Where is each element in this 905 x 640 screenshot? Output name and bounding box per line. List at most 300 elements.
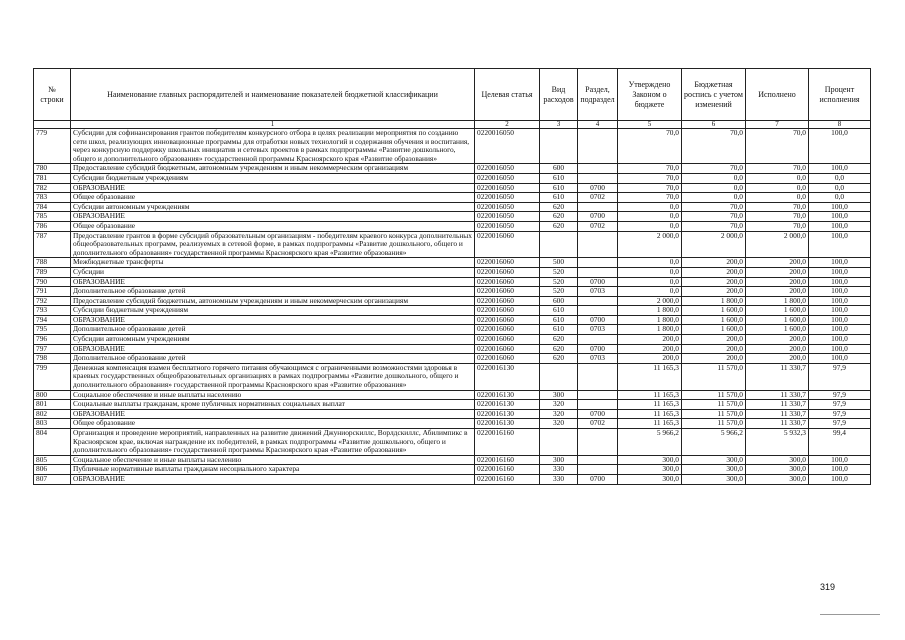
expense-type: 520: [540, 267, 578, 277]
approved-amount: 0,0: [618, 277, 682, 287]
approved-amount: 300,0: [618, 465, 682, 475]
percent-executed: 100,0: [809, 344, 871, 354]
table-row: [34, 344, 871, 354]
section-code: 0700: [578, 344, 618, 354]
table-row: [34, 267, 871, 277]
row-name: Субсидии для софинансирования грантов победителям конкурсного отбора в целях реализации мероприятия по созданию сети школ, реализующих инновационные программы для отработки новых технологий и содержания обучения и воспитания, через конкурсную поддержку школьных инициатив и сетевых проектов в рамках подпрограммы «Развитие дошкольного, общего и дополнительного образования» государственной программы Красноярского края «Развитие образования»: [71, 129, 475, 164]
expense-type: [540, 429, 578, 456]
section-code: [578, 129, 618, 164]
target-article: 0220016050: [475, 173, 540, 183]
row-number: 788: [34, 258, 71, 268]
header-percent: Процент исполнения: [809, 69, 871, 121]
table-row: [34, 465, 871, 475]
approved-amount: 300,0: [618, 474, 682, 484]
table-row: [34, 363, 871, 390]
approved-amount: 200,0: [618, 354, 682, 364]
expense-type: 500: [540, 258, 578, 268]
executed-amount: 70,0: [746, 129, 809, 164]
section-code: [578, 363, 618, 390]
target-article: 0220016160: [475, 455, 540, 465]
section-code: 0703: [578, 354, 618, 364]
budget-list-amount: 0,0: [682, 193, 746, 203]
row-name: Субсидии: [71, 267, 475, 277]
row-name: ОБРАЗОВАНИЕ: [71, 212, 475, 222]
section-code: 0703: [578, 325, 618, 335]
row-number: 794: [34, 315, 71, 325]
row-number: 785: [34, 212, 71, 222]
row-name: Дополнительное образование детей: [71, 354, 475, 364]
target-article: 0220016060: [475, 267, 540, 277]
approved-amount: 11 165,3: [618, 390, 682, 400]
section-code: [578, 335, 618, 345]
percent-executed: 100,0: [809, 325, 871, 335]
approved-amount: 0,0: [618, 267, 682, 277]
budget-list-amount: 200,0: [682, 354, 746, 364]
header-target-article: Целевая статья: [475, 69, 540, 121]
row-number: 791: [34, 287, 71, 297]
table-row: [34, 287, 871, 297]
target-article: 0220016060: [475, 315, 540, 325]
row-name: ОБРАЗОВАНИЕ: [71, 344, 475, 354]
executed-amount: 200,0: [746, 267, 809, 277]
approved-amount: 11 165,3: [618, 419, 682, 429]
percent-executed: 100,0: [809, 354, 871, 364]
approved-amount: 2 000,0: [618, 231, 682, 258]
row-name: Организация и проведение мероприятий, направленных на развитие движений Джуниорскиллс, Ворлдскиллс, Абилимпикс в Красноярском крае, включая награждение их победителей, в рамках подпрограммы «Развитие дошкольного, общего и дополнительного образования» государственной программы Красноярского края «Развитие образования»: [71, 429, 475, 456]
expense-type: 320: [540, 419, 578, 429]
budget-list-amount: 70,0: [682, 164, 746, 174]
column-number: 4: [578, 121, 618, 129]
table-row: [34, 325, 871, 335]
approved-amount: 70,0: [618, 164, 682, 174]
expense-type: 620: [540, 221, 578, 231]
executed-amount: 200,0: [746, 335, 809, 345]
row-name: Общее образование: [71, 193, 475, 203]
target-article: 0220016130: [475, 400, 540, 410]
percent-executed: 100,0: [809, 267, 871, 277]
expense-type: 620: [540, 202, 578, 212]
budget-list-amount: 1 600,0: [682, 306, 746, 316]
budget-list-amount: 300,0: [682, 455, 746, 465]
approved-amount: 300,0: [618, 455, 682, 465]
header-section: Раздел, подраздел: [578, 69, 618, 121]
row-name: ОБРАЗОВАНИЕ: [71, 183, 475, 193]
table-row: [34, 202, 871, 212]
executed-amount: 200,0: [746, 258, 809, 268]
percent-executed: 97,9: [809, 400, 871, 410]
percent-executed: 100,0: [809, 164, 871, 174]
expense-type: 610: [540, 306, 578, 316]
section-code: [578, 465, 618, 475]
table-row: [34, 277, 871, 287]
target-article: 0220016130: [475, 363, 540, 390]
section-code: [578, 390, 618, 400]
expense-type: 320: [540, 400, 578, 410]
target-article: 0220016060: [475, 277, 540, 287]
approved-amount: 1 800,0: [618, 306, 682, 316]
row-number: 779: [34, 129, 71, 164]
table-row: [34, 474, 871, 484]
expense-type: 620: [540, 335, 578, 345]
target-article: 0220016050: [475, 183, 540, 193]
percent-executed: 100,0: [809, 202, 871, 212]
header-expense-type: Вид расходов: [540, 69, 578, 121]
executed-amount: 1 600,0: [746, 306, 809, 316]
expense-type: 320: [540, 409, 578, 419]
executed-amount: 200,0: [746, 344, 809, 354]
budget-list-amount: 200,0: [682, 277, 746, 287]
row-name: Субсидии бюджетным учреждениям: [71, 173, 475, 183]
table-row: [34, 400, 871, 410]
row-name: Публичные нормативные выплаты гражданам несоциального характера: [71, 465, 475, 475]
budget-list-amount: 70,0: [682, 212, 746, 222]
column-number: 5: [618, 121, 682, 129]
section-code: [578, 173, 618, 183]
section-code: 0702: [578, 221, 618, 231]
budget-list-amount: 70,0: [682, 129, 746, 164]
row-name: ОБРАЗОВАНИЕ: [71, 474, 475, 484]
budget-list-amount: 200,0: [682, 287, 746, 297]
expense-type: 600: [540, 164, 578, 174]
executed-amount: 2 000,0: [746, 231, 809, 258]
section-code: 0702: [578, 419, 618, 429]
budget-list-amount: 70,0: [682, 202, 746, 212]
percent-executed: 0,0: [809, 183, 871, 193]
percent-executed: 100,0: [809, 212, 871, 222]
expense-type: 330: [540, 465, 578, 475]
executed-amount: 300,0: [746, 455, 809, 465]
expense-type: 610: [540, 325, 578, 335]
target-article: 0220016130: [475, 409, 540, 419]
target-article: 0220016160: [475, 465, 540, 475]
header-row-no: № строки: [34, 69, 71, 121]
approved-amount: 11 165,3: [618, 400, 682, 410]
section-code: [578, 400, 618, 410]
executed-amount: 1 800,0: [746, 296, 809, 306]
table-row: [34, 390, 871, 400]
row-name: Предоставление субсидий бюджетным, автономным учреждениям и иным некоммерческим организациям: [71, 164, 475, 174]
table-row: [34, 231, 871, 258]
percent-executed: 0,0: [809, 173, 871, 183]
approved-amount: 0,0: [618, 287, 682, 297]
header-approved: Утверждено Законом о бюджете: [618, 69, 682, 121]
table-row: [34, 164, 871, 174]
approved-amount: 0,0: [618, 212, 682, 222]
budget-list-amount: 11 570,0: [682, 400, 746, 410]
expense-type: 610: [540, 315, 578, 325]
approved-amount: 70,0: [618, 193, 682, 203]
target-article: 0220016060: [475, 258, 540, 268]
section-code: 0700: [578, 277, 618, 287]
executed-amount: 11 330,7: [746, 419, 809, 429]
row-name: Субсидии бюджетным учреждениям: [71, 306, 475, 316]
column-number: 1: [71, 121, 475, 129]
section-code: [578, 306, 618, 316]
approved-amount: 0,0: [618, 202, 682, 212]
percent-executed: 97,9: [809, 390, 871, 400]
budget-list-amount: 11 570,0: [682, 409, 746, 419]
header-executed: Исполнено: [746, 69, 809, 121]
budget-list-amount: 200,0: [682, 344, 746, 354]
executed-amount: 300,0: [746, 465, 809, 475]
section-code: [578, 164, 618, 174]
row-number: 801: [34, 400, 71, 410]
percent-executed: 97,9: [809, 419, 871, 429]
row-number: 793: [34, 306, 71, 316]
target-article: 0220016060: [475, 354, 540, 364]
row-number: 789: [34, 267, 71, 277]
table-row: [34, 212, 871, 222]
row-number: 780: [34, 164, 71, 174]
budget-list-amount: 300,0: [682, 474, 746, 484]
budget-list-amount: 200,0: [682, 267, 746, 277]
expense-type: 610: [540, 173, 578, 183]
budget-table: [33, 68, 871, 485]
row-name: Общее образование: [71, 419, 475, 429]
percent-executed: 100,0: [809, 287, 871, 297]
row-number: 807: [34, 474, 71, 484]
approved-amount: 70,0: [618, 173, 682, 183]
row-name: ОБРАЗОВАНИЕ: [71, 409, 475, 419]
section-code: [578, 258, 618, 268]
budget-list-amount: 11 570,0: [682, 390, 746, 400]
percent-executed: 100,0: [809, 474, 871, 484]
executed-amount: 300,0: [746, 474, 809, 484]
table-row: [34, 315, 871, 325]
column-number: 2: [475, 121, 540, 129]
approved-amount: 1 800,0: [618, 325, 682, 335]
table-row: [34, 129, 871, 164]
approved-amount: 200,0: [618, 335, 682, 345]
column-number: 3: [540, 121, 578, 129]
budget-list-amount: 1 600,0: [682, 325, 746, 335]
table-row: [34, 221, 871, 231]
table-row: [34, 409, 871, 419]
target-article: 0220016060: [475, 344, 540, 354]
expense-type: [540, 231, 578, 258]
row-number: 804: [34, 429, 71, 456]
budget-list-amount: 5 966,2: [682, 429, 746, 456]
expense-type: 610: [540, 183, 578, 193]
row-number: 792: [34, 296, 71, 306]
row-name: Денежная компенсация взамен бесплатного горячего питания обучающимся с ограниченными возможностями здоровья в краевых государственных общеобразовательных организациях в рамках подпрограммы «Развитие дошкольного, общего и дополнительного образования» государственной программы Красноярского края «Развитие образования»: [71, 363, 475, 390]
section-code: [578, 429, 618, 456]
percent-executed: 100,0: [809, 296, 871, 306]
executed-amount: 1 600,0: [746, 325, 809, 335]
executed-amount: 200,0: [746, 277, 809, 287]
row-name: Межбюджетные трансферты: [71, 258, 475, 268]
row-number: 782: [34, 183, 71, 193]
percent-executed: 97,9: [809, 363, 871, 390]
section-code: [578, 455, 618, 465]
target-article: 0220016060: [475, 306, 540, 316]
row-name: Дополнительное образование детей: [71, 287, 475, 297]
executed-amount: 70,0: [746, 164, 809, 174]
percent-executed: 100,0: [809, 231, 871, 258]
section-code: 0703: [578, 287, 618, 297]
section-code: 0700: [578, 409, 618, 419]
budget-list-amount: 70,0: [682, 221, 746, 231]
budget-list-amount: 1 600,0: [682, 315, 746, 325]
expense-type: 520: [540, 277, 578, 287]
percent-executed: 100,0: [809, 465, 871, 475]
executed-amount: 5 932,3: [746, 429, 809, 456]
table-row: [34, 335, 871, 345]
header-budget-list: Бюджетная роспись с учетом изменений: [682, 69, 746, 121]
expense-type: 300: [540, 390, 578, 400]
section-code: 0702: [578, 193, 618, 203]
column-number: 6: [682, 121, 746, 129]
executed-amount: 11 330,7: [746, 409, 809, 419]
target-article: 0220016130: [475, 419, 540, 429]
executed-amount: 0,0: [746, 173, 809, 183]
percent-executed: 100,0: [809, 455, 871, 465]
row-name: Дополнительное образование детей: [71, 325, 475, 335]
budget-list-amount: 0,0: [682, 173, 746, 183]
expense-type: 600: [540, 296, 578, 306]
table-row: [34, 173, 871, 183]
row-number: 805: [34, 455, 71, 465]
budget-report-sheet: [33, 68, 870, 485]
section-code: [578, 231, 618, 258]
row-number: 795: [34, 325, 71, 335]
page-number: 319: [820, 582, 836, 592]
expense-type: [540, 129, 578, 164]
percent-executed: 0,0: [809, 193, 871, 203]
target-article: 0220016160: [475, 429, 540, 456]
budget-list-amount: 300,0: [682, 465, 746, 475]
expense-type: 610: [540, 193, 578, 203]
executed-amount: 200,0: [746, 287, 809, 297]
expense-type: 620: [540, 354, 578, 364]
table-row: [34, 419, 871, 429]
expense-type: 620: [540, 212, 578, 222]
row-number: 800: [34, 390, 71, 400]
table-row: [34, 429, 871, 456]
column-number: 7: [746, 121, 809, 129]
row-number: 784: [34, 202, 71, 212]
budget-list-amount: 1 800,0: [682, 296, 746, 306]
row-number: 797: [34, 344, 71, 354]
executed-amount: 200,0: [746, 354, 809, 364]
section-code: 0700: [578, 212, 618, 222]
target-article: 0220016130: [475, 390, 540, 400]
target-article: 0220016050: [475, 212, 540, 222]
row-name: Предоставление субсидий бюджетным, автономным учреждениям и иным некоммерческим организациям: [71, 296, 475, 306]
row-number: 802: [34, 409, 71, 419]
row-name: Общее образование: [71, 221, 475, 231]
target-article: 0220016060: [475, 296, 540, 306]
row-name: Субсидии автономным учреждениям: [71, 335, 475, 345]
executed-amount: 11 330,7: [746, 363, 809, 390]
column-number: 8: [809, 121, 871, 129]
row-name: Субсидии автономным учреждениям: [71, 202, 475, 212]
expense-type: 300: [540, 455, 578, 465]
percent-executed: 100,0: [809, 258, 871, 268]
approved-amount: 200,0: [618, 344, 682, 354]
row-name: Социальные выплаты гражданам, кроме публичных нормативных социальных выплат: [71, 400, 475, 410]
footer-rule: [820, 614, 880, 615]
approved-amount: 0,0: [618, 258, 682, 268]
target-article: 0220016050: [475, 164, 540, 174]
table-row: [34, 183, 871, 193]
approved-amount: 70,0: [618, 129, 682, 164]
expense-type: [540, 363, 578, 390]
executed-amount: 11 330,7: [746, 400, 809, 410]
header-name: Наименование главных распорядителей и наименование показателей бюджетной классификации: [71, 69, 475, 121]
row-number: 798: [34, 354, 71, 364]
row-number: 781: [34, 173, 71, 183]
budget-list-amount: 11 570,0: [682, 419, 746, 429]
row-number: 799: [34, 363, 71, 390]
target-article: 0220016060: [475, 325, 540, 335]
section-code: [578, 267, 618, 277]
row-number: 783: [34, 193, 71, 203]
executed-amount: 0,0: [746, 193, 809, 203]
table-row: [34, 258, 871, 268]
executed-amount: 70,0: [746, 221, 809, 231]
row-number: 803: [34, 419, 71, 429]
executed-amount: 1 600,0: [746, 315, 809, 325]
target-article: 0220016060: [475, 287, 540, 297]
table-row: [34, 354, 871, 364]
row-name: Социальное обеспечение и иные выплаты населению: [71, 390, 475, 400]
row-number: 790: [34, 277, 71, 287]
target-article: 0220016060: [475, 335, 540, 345]
section-code: 0700: [578, 315, 618, 325]
target-article: 0220016050: [475, 202, 540, 212]
approved-amount: 1 800,0: [618, 315, 682, 325]
target-article: 0220016050: [475, 221, 540, 231]
expense-type: 620: [540, 344, 578, 354]
executed-amount: 70,0: [746, 202, 809, 212]
percent-executed: 99,4: [809, 429, 871, 456]
approved-amount: 70,0: [618, 183, 682, 193]
percent-executed: 100,0: [809, 335, 871, 345]
section-code: [578, 296, 618, 306]
executed-amount: 70,0: [746, 212, 809, 222]
percent-executed: 100,0: [809, 315, 871, 325]
budget-list-amount: 200,0: [682, 335, 746, 345]
approved-amount: 11 165,3: [618, 363, 682, 390]
target-article: 0220016160: [475, 474, 540, 484]
row-name: ОБРАЗОВАНИЕ: [71, 277, 475, 287]
percent-executed: 97,9: [809, 409, 871, 419]
expense-type: 520: [540, 287, 578, 297]
table-row: [34, 193, 871, 203]
percent-executed: 100,0: [809, 306, 871, 316]
budget-list-amount: 11 570,0: [682, 363, 746, 390]
approved-amount: 5 966,2: [618, 429, 682, 456]
approved-amount: 2 000,0: [618, 296, 682, 306]
row-number: 796: [34, 335, 71, 345]
approved-amount: 11 165,3: [618, 409, 682, 419]
row-number: 786: [34, 221, 71, 231]
row-number: 806: [34, 465, 71, 475]
target-article: 0220016060: [475, 231, 540, 258]
table-body: [34, 129, 871, 485]
section-code: [578, 202, 618, 212]
section-code: 0700: [578, 183, 618, 193]
budget-list-amount: 200,0: [682, 258, 746, 268]
table-row: [34, 296, 871, 306]
executed-amount: 0,0: [746, 183, 809, 193]
target-article: 0220016050: [475, 193, 540, 203]
budget-list-amount: 2 000,0: [682, 231, 746, 258]
percent-executed: 100,0: [809, 129, 871, 164]
target-article: 0220016050: [475, 129, 540, 164]
row-name: Социальное обеспечение и иные выплаты населению: [71, 455, 475, 465]
